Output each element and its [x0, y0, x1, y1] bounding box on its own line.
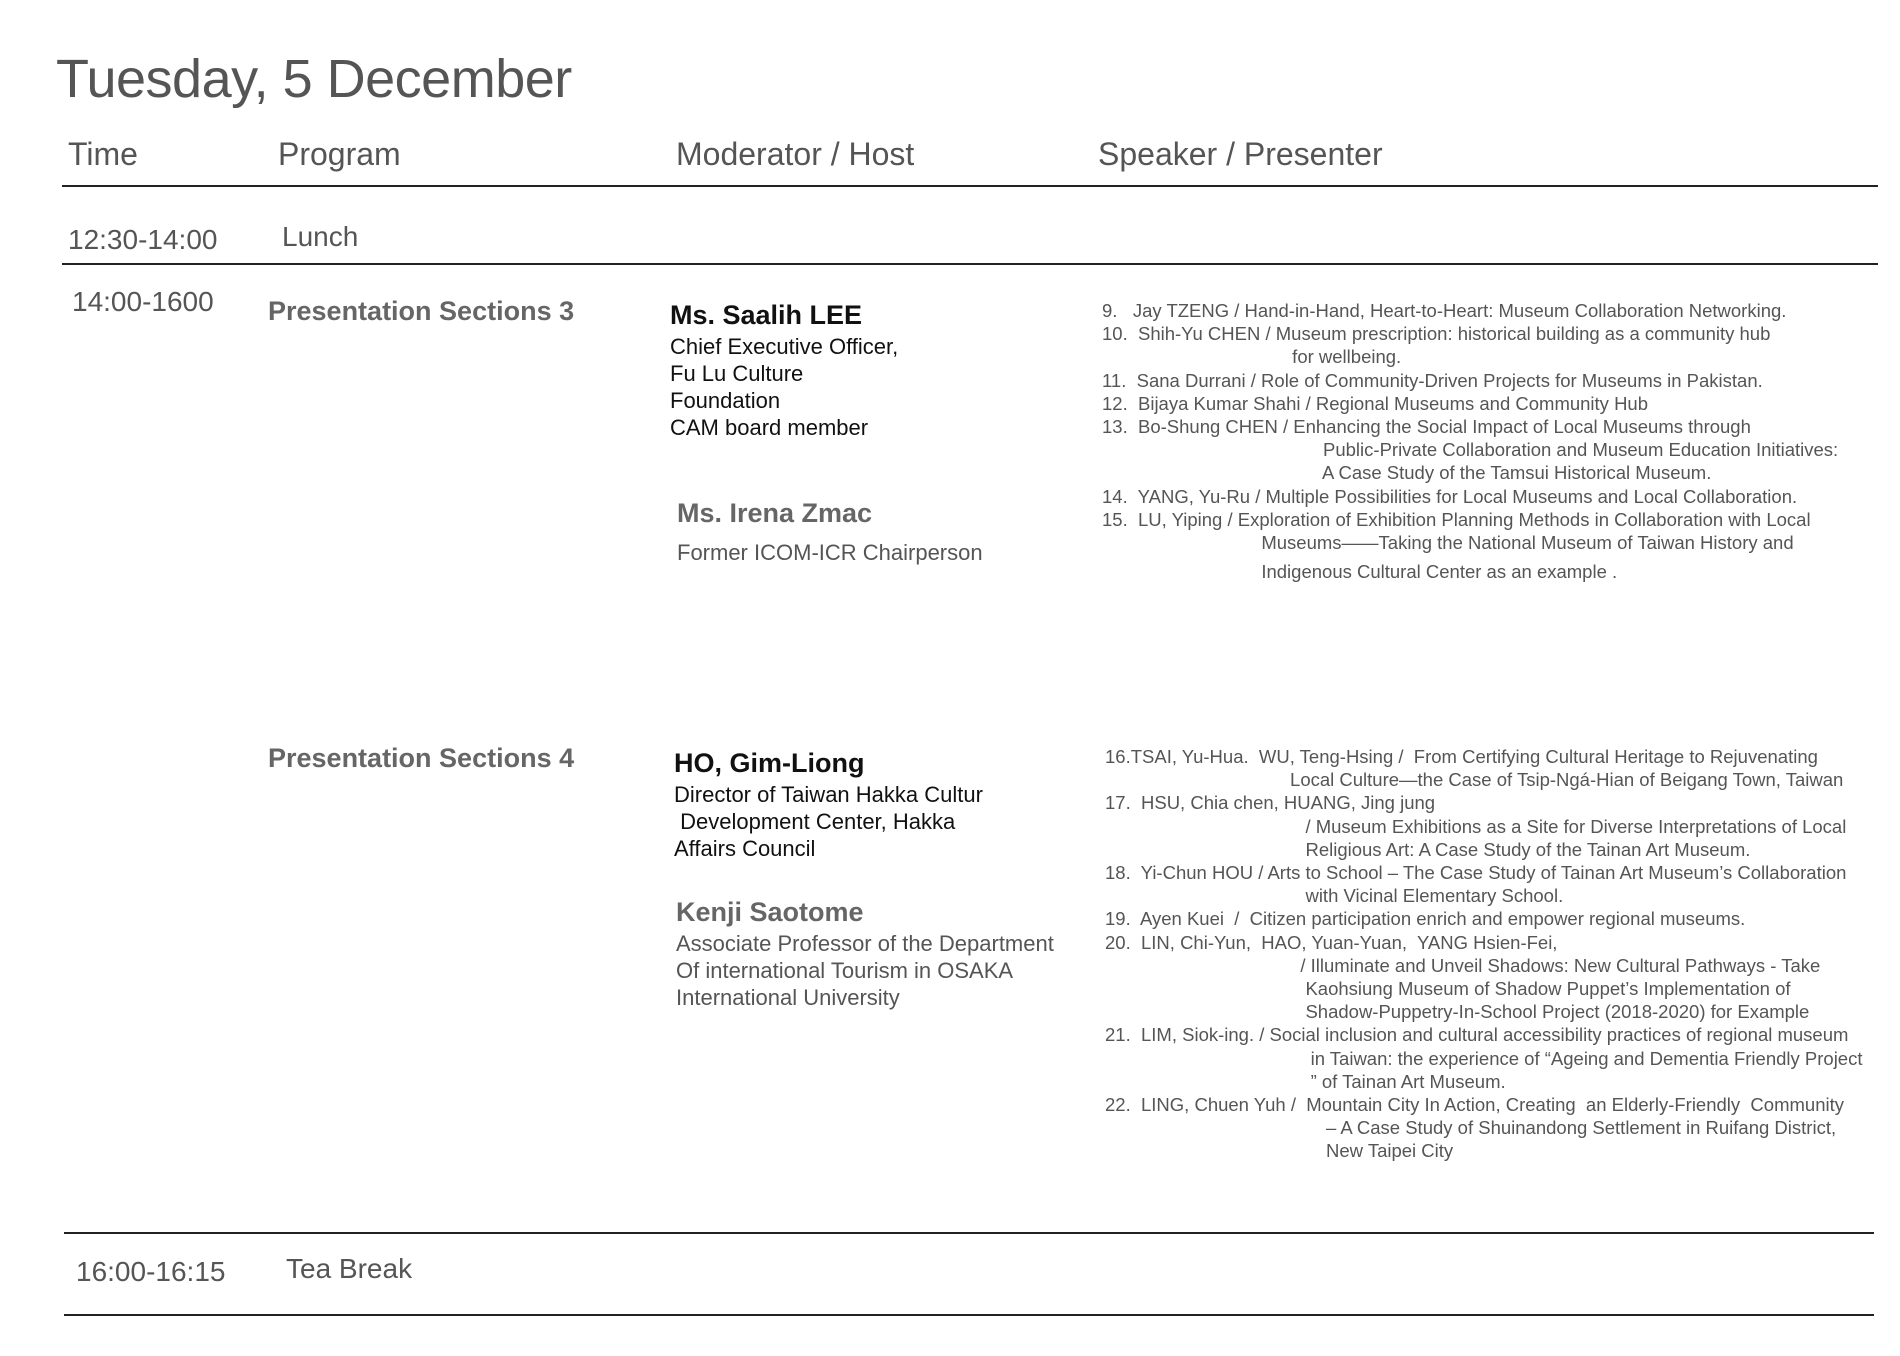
speaker-line: 20. LIN, Chi-Yun, HAO, Yuan-Yuan, YANG Hsien-Fei,	[1105, 931, 1558, 953]
speaker-line: for wellbeing.	[1102, 346, 1402, 368]
moderator-line: International University	[676, 985, 900, 1010]
session3-time: 14:00-1600	[72, 286, 214, 317]
session4-moderator-2	[676, 897, 1096, 1011]
moderator-line: Foundation	[670, 388, 781, 413]
header-divider	[62, 185, 1878, 187]
speaker-line: 11. Sana Durrani / Role of Community-Driven Projects for Museums in Pakistan.	[1102, 369, 1763, 391]
lunch-program: Lunch	[282, 221, 359, 252]
lunch-divider	[62, 263, 1878, 265]
speaker-line: / Illuminate and Unveil Shadows: New Cultural Pathways - Take	[1105, 954, 1821, 976]
speaker-line: 18. Yi-Chun HOU / Arts to School – The Case Study of Tainan Art Museum’s Collaboration	[1105, 862, 1847, 884]
moderator-name: Ms. Saalih LEE	[670, 300, 863, 330]
teabreak-program: Tea Break	[286, 1253, 413, 1284]
moderator-line: Chief Executive Officer,	[670, 334, 899, 359]
session4-moderator-1	[674, 748, 1034, 862]
lunch-time: 12:30-14:00	[68, 224, 218, 255]
speaker-line: Religious Art: A Case Study of the Tainan Art Museum.	[1105, 838, 1751, 860]
speaker-line: Local Culture—the Case of Tsip-Ngá-Hian of Beigang Town, Taiwan	[1105, 769, 1844, 791]
speaker-line: 16.TSAI, Yu-Hua. WU, Teng-Hsing / From Certifying Cultural Heritage to Rejuvenating	[1105, 746, 1818, 767]
moderator-details	[676, 930, 1096, 1011]
moderator-details	[674, 781, 1034, 862]
moderator-line: Affairs Council	[674, 836, 816, 861]
session3-program: Presentation Sections 3	[268, 296, 575, 326]
speaker-line: 17. HSU, Chia chen, HUANG, Jing jung	[1105, 792, 1436, 814]
speaker-line: with Vicinal Elementary School.	[1105, 885, 1564, 907]
moderator-line: CAM board member	[670, 415, 869, 440]
speaker-line: New Taipei City	[1105, 1140, 1454, 1162]
speaker-line: 22. LING, Chuen Yuh / Mountain City In Action, Creating an Elderly-Friendly Community	[1105, 1094, 1844, 1116]
moderator-line: Fu Lu Culture	[670, 361, 804, 386]
speaker-line: ” of Tainan Art Museum.	[1105, 1070, 1506, 1092]
speaker-line: in Taiwan: the experience of “Ageing and Dementia Friendly Project	[1105, 1047, 1863, 1069]
speaker-line: Shadow-Puppetry-In-School Project (2018-2020) for Example	[1105, 1001, 1810, 1023]
speaker-line: 21. LIM, Siok-ing. / Social inclusion and cultural accessibility practices of regional museum	[1105, 1024, 1849, 1046]
moderator-line: Former ICOM-ICR Chairperson	[677, 540, 983, 565]
session4-speaker-list	[1105, 745, 1862, 1163]
moderator-name: Ms. Irena Zmac	[677, 498, 873, 528]
column-header-moderator: Moderator / Host	[676, 136, 915, 172]
speaker-line: – A Case Study of Shuinandong Settlement in Ruifang District,	[1105, 1117, 1837, 1139]
session3-moderator-1	[670, 300, 1010, 441]
speaker-line: 13. Bo-Shung CHEN / Enhancing the Social Impact of Local Museums through	[1102, 416, 1751, 438]
teabreak-time: 16:00-16:15	[76, 1256, 226, 1287]
teabreak-top-divider	[64, 1232, 1874, 1234]
moderator-line: Of international Tourism in OSAKA	[676, 958, 1014, 983]
session3-speaker-list	[1102, 299, 1838, 583]
speaker-line: A Case Study of the Tamsui Historical Museum.	[1102, 462, 1712, 484]
page-title: Tuesday, 5 December	[56, 49, 572, 109]
speaker-line: Kaohsiung Museum of Shadow Puppet’s Implementation of	[1105, 978, 1791, 1000]
teabreak-bottom-divider	[64, 1314, 1874, 1316]
speaker-line: Public-Private Collaboration and Museum Education Initiatives:	[1102, 439, 1839, 461]
speaker-line: 19. Ayen Kuei / Citizen participation enrich and empower regional museums.	[1105, 908, 1746, 930]
moderator-details	[670, 333, 1010, 441]
speaker-line: 12. Bijaya Kumar Shahi / Regional Museums and Community Hub	[1102, 392, 1649, 414]
moderator-line: Director of Taiwan Hakka Cultur	[674, 782, 983, 807]
speaker-line: Indigenous Cultural Center as an example .	[1102, 561, 1618, 583]
column-header-speaker: Speaker / Presenter	[1098, 136, 1383, 172]
moderator-line: Associate Professor of the Department	[676, 931, 1054, 956]
session4-program: Presentation Sections 4	[268, 743, 575, 773]
session3-moderator-2	[677, 498, 1097, 566]
speaker-line: 9. Jay TZENG / Hand-in-Hand, Heart-to-Heart: Museum Collaboration Networking.	[1102, 300, 1787, 321]
speaker-line: 15. LU, Yiping / Exploration of Exhibition Planning Methods in Collaboration with Local	[1102, 508, 1811, 530]
speaker-line: Museums——Taking the National Museum of Taiwan History and	[1102, 532, 1794, 554]
moderator-name: HO, Gim-Liong	[674, 748, 865, 778]
speaker-line: / Museum Exhibitions as a Site for Diverse Interpretations of Local	[1105, 815, 1847, 837]
speaker-line: 10. Shih-Yu CHEN / Museum prescription: historical building as a community hub	[1102, 323, 1771, 345]
moderator-name: Kenji Saotome	[676, 897, 864, 927]
column-header-program: Program	[278, 136, 401, 172]
moderator-details	[677, 539, 1097, 566]
speaker-line: 14. YANG, Yu-Ru / Multiple Possibilities for Local Museums and Local Collaboration.	[1102, 485, 1798, 507]
column-header-time: Time	[68, 136, 138, 172]
moderator-line: Development Center, Hakka	[674, 809, 956, 834]
